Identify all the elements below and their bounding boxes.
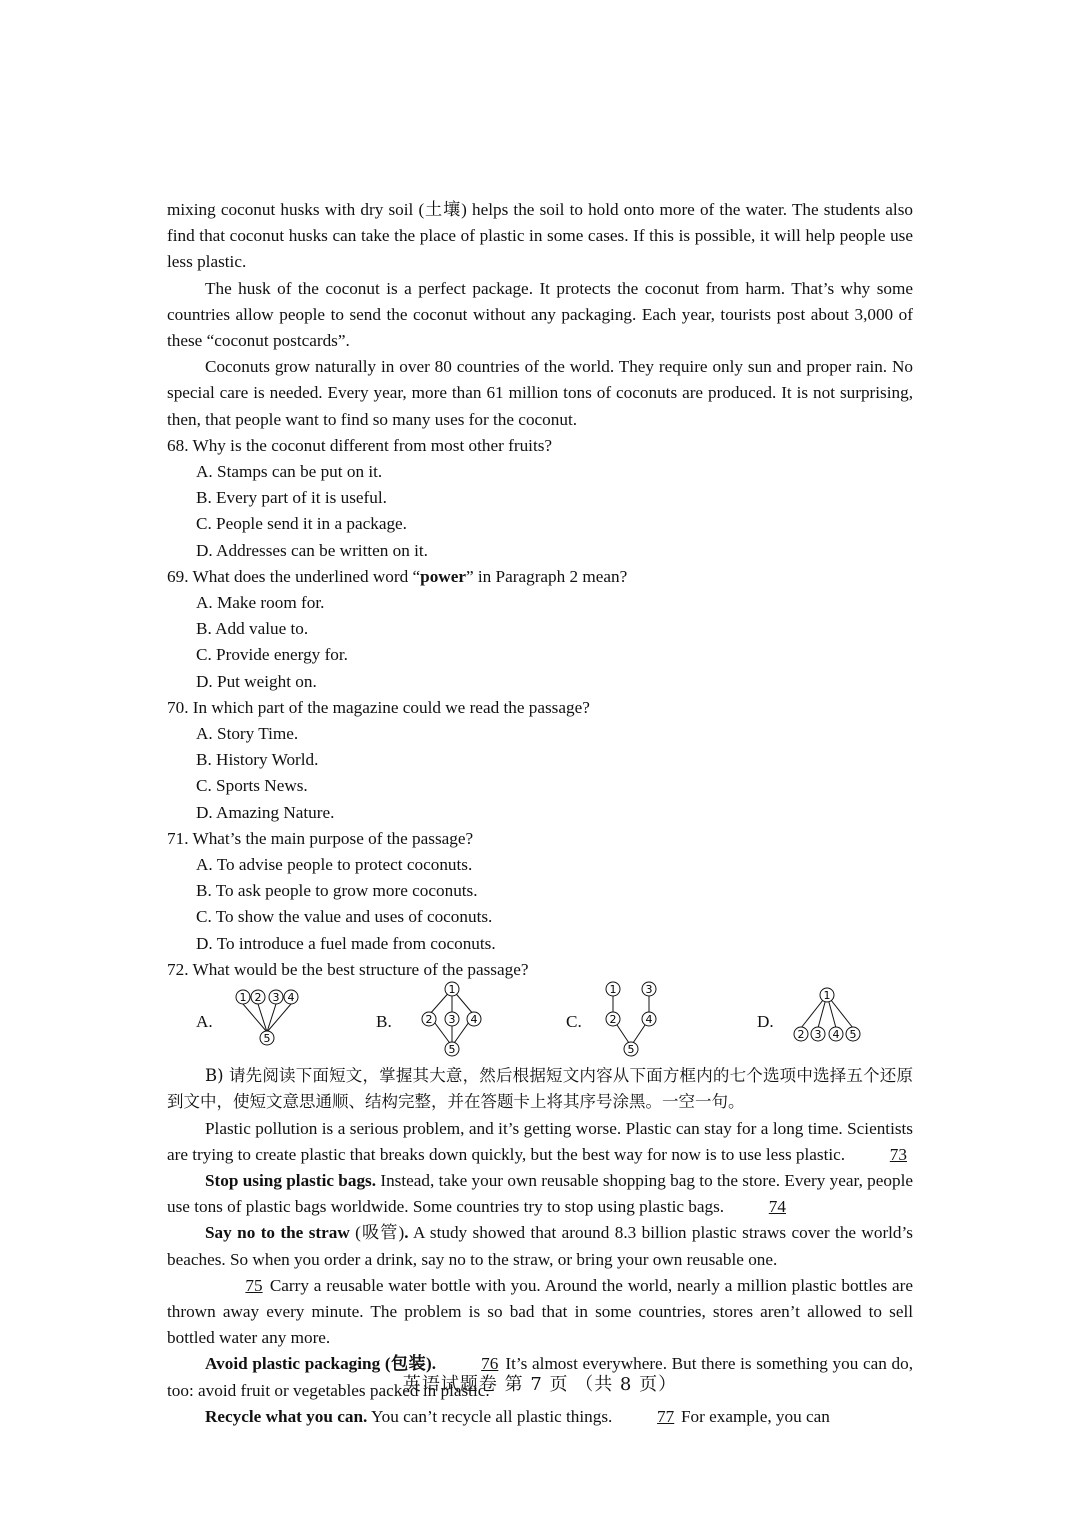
node-label: 3 (645, 983, 653, 997)
node-label: 5 (849, 1028, 857, 1042)
node-label: 1 (823, 989, 831, 1003)
option-d[interactable]: D. Put weight on. (196, 671, 317, 691)
node-label: 1 (239, 991, 247, 1005)
option-d[interactable]: D. Addresses can be written on it. (196, 540, 428, 560)
option-c[interactable]: C. Provide energy for. (196, 645, 348, 665)
node-label: 4 (287, 991, 295, 1005)
underlined-word: power (420, 566, 466, 586)
node-label: 1 (609, 983, 617, 997)
question-stem: 72. What would be the best structure of the passage? (167, 959, 529, 979)
diagram-b (417, 979, 487, 1061)
blank-73[interactable]: 73 (889, 1144, 907, 1164)
node-label: 5 (627, 1043, 635, 1057)
option-a[interactable]: A. Make room for. (196, 593, 325, 613)
text: (包装). (380, 1354, 437, 1374)
paragraph-b6 (167, 1404, 913, 1430)
option-a[interactable]: A. (196, 1012, 213, 1032)
option-b[interactable]: B. To ask people to grow more coconuts. (196, 881, 478, 901)
node-label: 3 (448, 1013, 456, 1027)
option-b[interactable]: B. Add value to. (196, 619, 309, 639)
option-d[interactable]: D. Amazing Nature. (196, 802, 335, 822)
diagram-a (231, 989, 311, 1049)
blank-77[interactable]: 77 (657, 1406, 675, 1426)
node-label: 4 (470, 1013, 478, 1027)
node-label: 2 (254, 991, 262, 1005)
bold-heading: Say no to the straw (205, 1223, 350, 1243)
stem-part: ” in Paragraph 2 mean? (465, 566, 628, 586)
bold-heading: Recycle what you can. (205, 1406, 368, 1426)
option-a[interactable]: A. Story Time. (196, 724, 299, 744)
text: . (404, 1223, 409, 1243)
question-70 (167, 695, 913, 826)
node-label: 5 (448, 1043, 456, 1057)
bold-heading: Stop using plastic bags. (205, 1170, 377, 1190)
blank-74[interactable]: 74 (768, 1197, 786, 1217)
option-d[interactable]: D. To introduce a fuel made from coconuts. (196, 933, 496, 953)
paragraph-b2 (167, 1168, 913, 1220)
node-label: 4 (832, 1028, 840, 1042)
option-c[interactable]: C. To show the value and uses of coconuts. (196, 907, 493, 927)
option-b[interactable]: B. Every part of it is useful. (196, 488, 387, 508)
question-stem: 71. What’s the main purpose of the passage? (167, 828, 474, 848)
diagram-d (789, 987, 869, 1047)
text: Plastic pollution is a serious problem, and it’s getting worse. Plastic can stay for a long time. Scientists are trying to create plastic that breaks down quickly, but the best way for now is to use less plastic. (167, 1118, 913, 1164)
question-stem (167, 564, 913, 590)
paragraph-b1 (167, 1116, 913, 1168)
text: Instead, take your own reusable shopping bag to the store. Every year, people use tons of plastic bags worldwide. Some countries try to stop using plastic bags. (167, 1170, 913, 1217)
node-label: 4 (645, 1013, 653, 1027)
option-b[interactable]: B. (376, 1012, 392, 1032)
option-d[interactable]: D. (757, 1012, 774, 1032)
text: Carry a reusable water bottle with you. Around the world, nearly a million plastic bottles are thrown away every minute. The problem is so bad that in some countries, stores aren’t allowed to sell bottled water any more. (167, 1275, 913, 1348)
question-68 (167, 433, 913, 564)
text: You can’t recycle all plastic things. (367, 1406, 613, 1426)
option-c[interactable]: C. (566, 1012, 582, 1032)
page-footer: 英语试题卷 第 7 页 （共 8 页） (402, 1374, 678, 1395)
option-c[interactable]: C. Sports News. (196, 776, 308, 796)
paragraph-grow: Coconuts grow naturally in over 80 countries of the world. They require only sun and proper rain. No special care is needed. Every year, more than 61 million tons of coconuts are produced. It is not surprising, then, that people want to find so many uses for the coconut. (167, 357, 913, 429)
blank-76[interactable]: 76 (481, 1354, 499, 1374)
question-69 (167, 564, 913, 695)
node-label: 2 (797, 1028, 805, 1042)
structure-diagrams (167, 985, 913, 1063)
paragraph-husk: The husk of the coconut is a perfect package. It protects the coconut from harm. That’s why some countries allow people to send the coconut without any packaging. Each year, tourists post about 3,000 of these “coconut postcards”. (167, 278, 913, 351)
question-stem: 68. Why is the coconut different from most other fruits? (167, 435, 553, 455)
option-a[interactable]: A. To advise people to protect coconuts. (196, 855, 473, 875)
paragraph-b3 (167, 1220, 913, 1272)
option-c[interactable]: C. People send it in a package. (196, 514, 407, 534)
option-a[interactable]: A. Stamps can be put on it. (196, 462, 383, 482)
paragraph-b4 (167, 1273, 913, 1352)
node-label: 1 (448, 983, 456, 997)
text: For example, you can (676, 1406, 830, 1426)
text: A study showed that around 8.3 billion plastic straws cover the world’s beaches. So when you order a drink, say no to the straw, or bring your own reusable one. (167, 1223, 913, 1269)
node-label: 2 (609, 1013, 617, 1027)
option-b[interactable]: B. History World. (196, 750, 319, 770)
blank-75[interactable]: 75 (245, 1275, 263, 1295)
paragraph-continued: mixing coconut husks with dry soil (土壤) helps the soil to hold onto more of the water. The students also find that coconut husks can take the place of plastic in some cases. If this is possible, it will help people use less plastic. (167, 200, 913, 272)
node-label: 2 (425, 1013, 433, 1027)
node-label: 3 (814, 1028, 822, 1042)
node-label: 5 (263, 1032, 271, 1046)
section-b-instruction: B) 请先阅读下面短文，掌握其大意，然后根据短文内容从下面方框内的七个选项中选择五个还原到文中，使短文意思通顺、结构完整，并在答题卡上将其序号涂黑。一空一句。 (167, 1066, 913, 1112)
stem-part: 69. What does the underlined word “ (167, 566, 421, 586)
question-71 (167, 826, 913, 957)
page-content (167, 197, 913, 1430)
diagram-c (599, 979, 659, 1061)
node-label: 3 (272, 991, 280, 1005)
text: (吸管) (349, 1223, 405, 1243)
question-72 (167, 957, 913, 1063)
text: It’s almost everywhere. But there is something you can do, too: avoid fruit or vegetables packed in plastic. (167, 1354, 914, 1400)
bold-heading: Avoid plastic packaging (205, 1354, 381, 1374)
question-stem: 70. In which part of the magazine could we read the passage? (167, 697, 590, 717)
